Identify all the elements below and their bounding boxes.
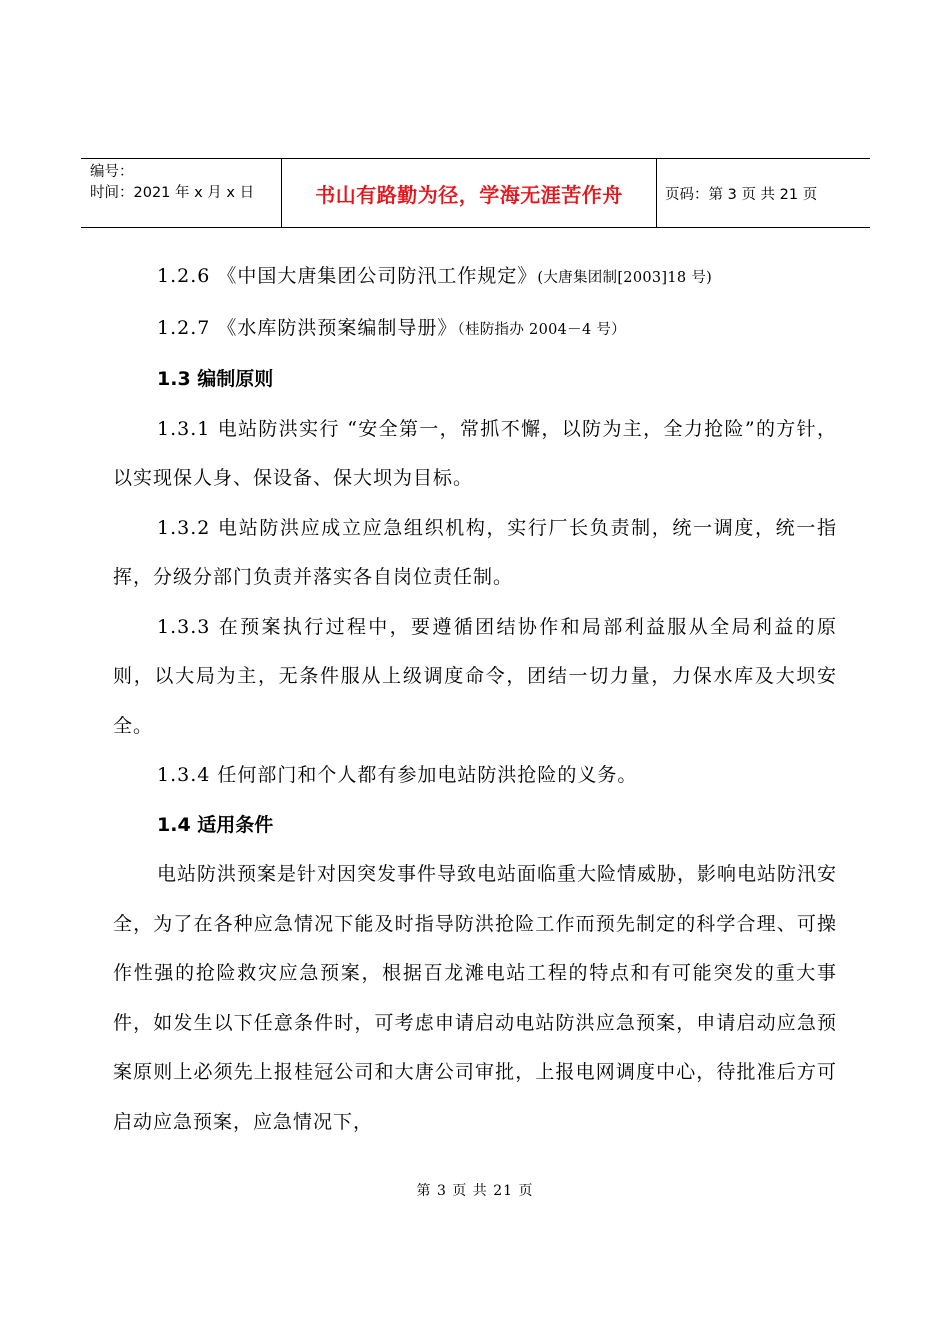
paragraph-1-4: 电站防洪预案是针对因突发事件导致电站面临重大险情威胁，影响电站防汛安全，为了在各种应急情况下能及时指导防洪抢险工作而预先制定的科学合理、可操作性强的抢险救灾应急预案，根据百龙滩电站工程的特点和有可能突发的重大事件，如发生以下任意条件时，可考虑申请启动电站防洪应急预案，申请启动应急预案原则上必须先上报桂冠公司和大唐公司审批，上报电网调度中心，待批准后方可启动应急预案，应急情况下，	[113, 863, 838, 1133]
paragraph-1-3-2: 1.3.2 电站防洪应成立应急组织机构，实行厂长负责制，统一调度，统一指挥，分级分部门负责并落实各自岗位责任制。	[113, 516, 837, 588]
header-motto: 书山有路勤为径，学海无涯苦作舟	[282, 159, 657, 227]
page-footer: 第 3 页 共 21 页	[416, 1183, 534, 1199]
header-meta	[81, 159, 282, 227]
reference-note: (大唐集团制[2003]18 号)	[537, 270, 713, 286]
paragraph-1-3-3: 1.3.3 在预案执行过程中，要遵循团结协作和局部利益服从全局利益的原则，以大局为主，无条件服从上级调度命令，团结一切力量，力保水库及大坝安全。	[113, 615, 837, 737]
section-heading-1-4: 1.4 适用条件	[157, 813, 274, 836]
header-page-info: 页码：第 3 页 共 21 页	[665, 186, 818, 203]
paragraph-1-3-4: 1.3.4 任何部门和个人都有参加电站防洪抢险的义务。	[157, 764, 638, 786]
doc-number-label: 编号：	[90, 164, 134, 180]
reference-note: （桂防指办 2004－4 号）	[457, 321, 626, 338]
section-heading-1-3: 1.3 编制原则	[157, 368, 274, 390]
paragraph-1-3-1: 1.3.1 电站防洪实行 “安全第一，常抓不懈，以防为主，全力抢险”的方针，以实现保人身、保设备、保大坝为目标。	[113, 417, 837, 489]
reference-title: 1.2.7 《水库防洪预案编制导册》	[157, 316, 458, 339]
doc-time-label: 时间：2021 年 x 月 x 日	[90, 185, 255, 201]
document-header	[81, 158, 870, 228]
reference-1-2-7	[113, 304, 837, 356]
document-body	[113, 252, 837, 1147]
reference-1-2-6	[113, 252, 837, 304]
reference-title: 1.2.6 《中国大唐集团公司防汛工作规定》	[157, 265, 538, 287]
